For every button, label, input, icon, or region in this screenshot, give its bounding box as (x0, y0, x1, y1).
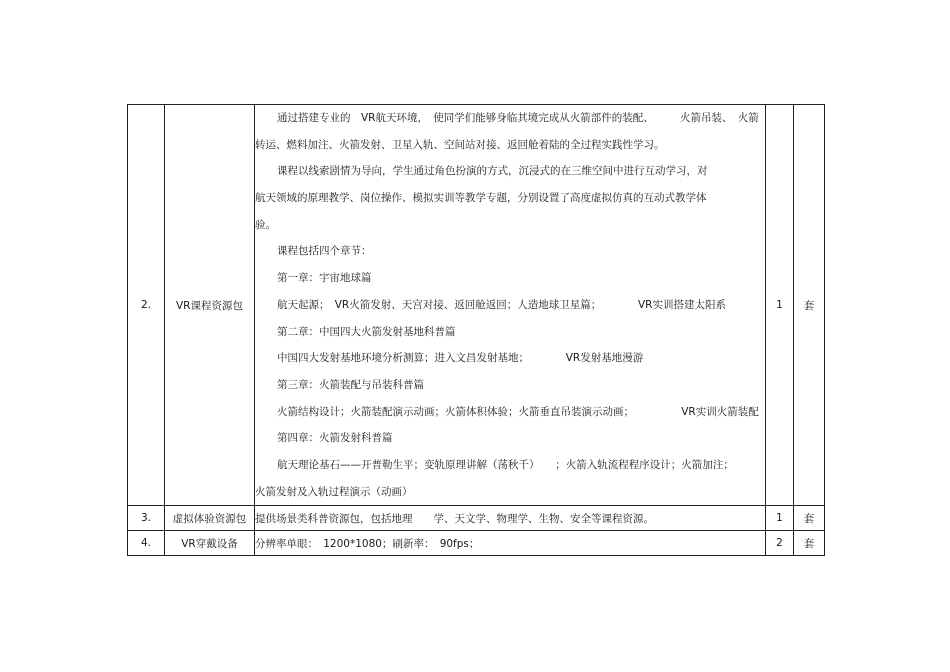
table-row (128, 506, 825, 531)
description-line: 第三章：火箭装配与吊装科普篇 (277, 378, 424, 391)
item-name: 虚拟体验资源包 (165, 506, 255, 531)
description-line: 验。 (255, 218, 276, 231)
equipment-spec-table (127, 104, 825, 556)
description-line: 转运、燃料加注、火箭发射、卫星入轨、空间站对接、返回舱着陆的全过程实践性学习。 (255, 138, 665, 151)
description-line: 航天领域的原理教学、岗位操作、模拟实训等教学专题，分别设置了高度虚拟仿真的互动式教学体 (255, 192, 707, 205)
description-line: 课程以线索剧情为导向，学生通过角色扮演的方式，沉浸式的在三维空间中进行互动学习，对 (277, 165, 708, 178)
item-quantity: 1 (766, 506, 794, 531)
description-line: 中国四大发射基地环境分析测算；进入文昌发射基地； VR发射基地漫游 (277, 352, 644, 365)
description-line: 第一章：宇宙地球篇 (277, 272, 372, 285)
description-line: 火箭结构设计；火箭装配演示动画；火箭体积体验；火箭垂直吊装演示动画； VR实训火箭装配 (277, 405, 759, 418)
table-row (128, 105, 825, 506)
table-row (128, 531, 825, 556)
description-line: 通过搭建专业的 VR航天环境， 使同学们能够身临其境完成从火箭部件的装配、 火箭吊装、 火箭 (277, 112, 759, 124)
row-number: 2. (128, 105, 165, 506)
description-line: 航天理论基石——开普勒生平；变轨原理讲解（荡秋千） ；火箭入轨流程程序设计；火箭加注； (277, 458, 734, 471)
item-name: VR穿戴设备 (165, 531, 255, 556)
item-unit: 套 (794, 506, 825, 531)
item-unit: 套 (794, 531, 825, 556)
item-unit: 套 (794, 105, 825, 506)
item-name: VR课程资源包 (165, 105, 255, 506)
item-quantity: 2 (766, 531, 794, 556)
description-line: 航天起源； VR火箭发射、天宫对接、返回舱返回；人造地球卫星篇； VR实训搭建太阳系 (277, 298, 726, 311)
row-number: 4. (128, 531, 165, 556)
item-description (255, 105, 766, 506)
item-quantity: 1 (766, 105, 794, 506)
item-description: 分辨率单眼： 1200*1080；刷新率： 90fps； (255, 531, 766, 556)
item-description: 提供场景类科普资源包，包括地理 学、天文学、物理学、生物、安全等课程资源。 (255, 506, 766, 531)
description-line: 火箭发射及入轨过程演示（动画） (255, 485, 413, 498)
row-number: 3. (128, 506, 165, 531)
description-line: 第四章：火箭发射科普篇 (277, 432, 393, 445)
description-line: 第二章：中国四大火箭发射基地科普篇 (277, 325, 456, 338)
description-line: 课程包括四个章节： (277, 245, 372, 258)
